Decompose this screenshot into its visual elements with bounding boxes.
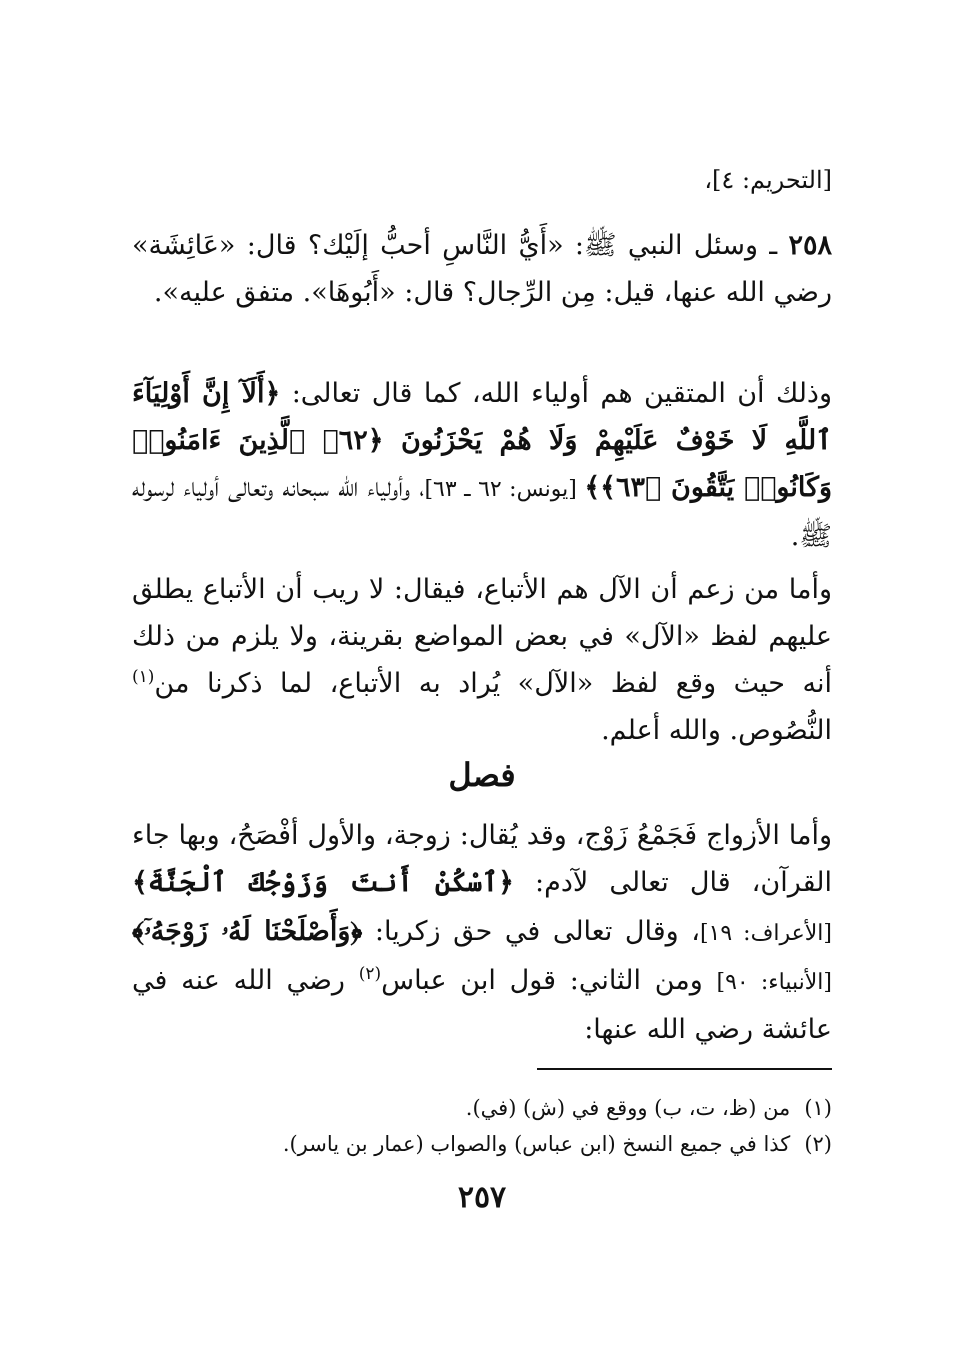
footnote-item (132, 1126, 832, 1162)
paragraph-text: رضي الله عنها، قيل: مِن الرِّجال؟ قال: (395, 277, 832, 308)
paragraph-text: وذلك أن المتقين هم أولياء الله، كما قال تعالى: (280, 378, 832, 409)
footnote-number: (٢) (804, 1132, 832, 1156)
footnote-item (132, 1090, 832, 1126)
verse-reference: [الأنبياء: ٩٠] (716, 970, 832, 995)
aal-paragraph (132, 566, 832, 754)
verse-reference: [الأعراف: ١٩] (699, 921, 832, 946)
azwaj-paragraph (132, 812, 832, 1053)
paragraph-text: قال: (235, 230, 308, 261)
quote-text: «أَيُّ النَّاسِ أحبُّ إلَيْك؟ (307, 230, 564, 261)
paragraph-text: ، وقال تعالى في حق زكريا: (362, 916, 700, 947)
paragraph-text: متفق عليه». (153, 277, 303, 308)
paragraph-text: ومن الثاني: قول ابن عباس (381, 965, 717, 996)
quran-verse: ﴿وَأَصْلَحْنَا لَهُۥ زَوْجَهُۥٓ﴾ (132, 916, 363, 947)
paragraph-text: وأما الأزواج فَجَمْعُ زَوْج، وقد يُقال: زوجة، والأول أفْصَحُ، وبها جاء القرآن، قال تعالى لآدم: (132, 820, 832, 898)
footnote-text: كذا في جميع النسخ (ابن عباس) والصواب (عمار بن ياسر). (282, 1132, 791, 1156)
footnote-marker[interactable]: (٢) (358, 964, 382, 984)
paragraph-text: وأما من زعم أن الآل هم الأتباع، فيقال: لا ريب أن الأتباع يطلق عليهم لفظ «الآل» في بعض المواضع بقرينة، ولا يلزم من ذلك أنه حيث وقع لفظ «الآل» يُراد به الأتباع، لما ذكرنا من (132, 574, 832, 699)
section-heading: فصل (448, 756, 516, 794)
footnote-number: (١) (804, 1096, 832, 1120)
paragraph-text: ، وأولياء الله سبحانه وتعالى أولياء لرسوله ﷺ. (132, 472, 832, 552)
paragraph-text: ـ وسئل النبي ﷺ: (563, 230, 789, 261)
paragraph-text: رضي الله عنه في عائشة رضي الله عنها: (132, 965, 832, 1045)
footnote-text: من (ظ، ت، ب) ووقع في (ش) (في). (465, 1096, 791, 1120)
quote-text: «أَبُوهَا». (302, 277, 396, 308)
page-number: ٢٥٧ (457, 1180, 507, 1215)
quote-text: «عَائِشَة» (132, 230, 236, 261)
hadith-number: ٢٥٨ (788, 230, 832, 261)
verse-reference: [يونس: ٦٢ ـ ٦٣] (424, 477, 585, 502)
footnotes (132, 1090, 832, 1162)
hadith-paragraph (132, 222, 832, 316)
quran-verse: ﴿أَلَآ إِنَّ أَوْلِيَآءَ ٱللَّهِ لَا خَوْفٌ عَلَيْهِمْ وَلَا هُمْ يَحْزَنُونَ ﴿٦٢﴾ ٱلَّذِينَ ءَامَنُوا۟ وَكَانُوا۟ يَتَّقُونَ ﴿٦٣﴾﴾ (132, 378, 833, 503)
paragraph-text: النُّصُوص. والله أعلم. (601, 715, 832, 746)
footnote-divider (537, 1068, 832, 1070)
quran-verse: ﴿ٱسْكُنْ أَنتَ وَزَوْجُكَ ٱلْجَنَّةَ﴾ (132, 867, 514, 898)
footnote-marker[interactable]: (١) (132, 667, 155, 687)
awliya-paragraph (132, 370, 832, 560)
top-reference: [التحريم: ٤]، (704, 166, 832, 194)
